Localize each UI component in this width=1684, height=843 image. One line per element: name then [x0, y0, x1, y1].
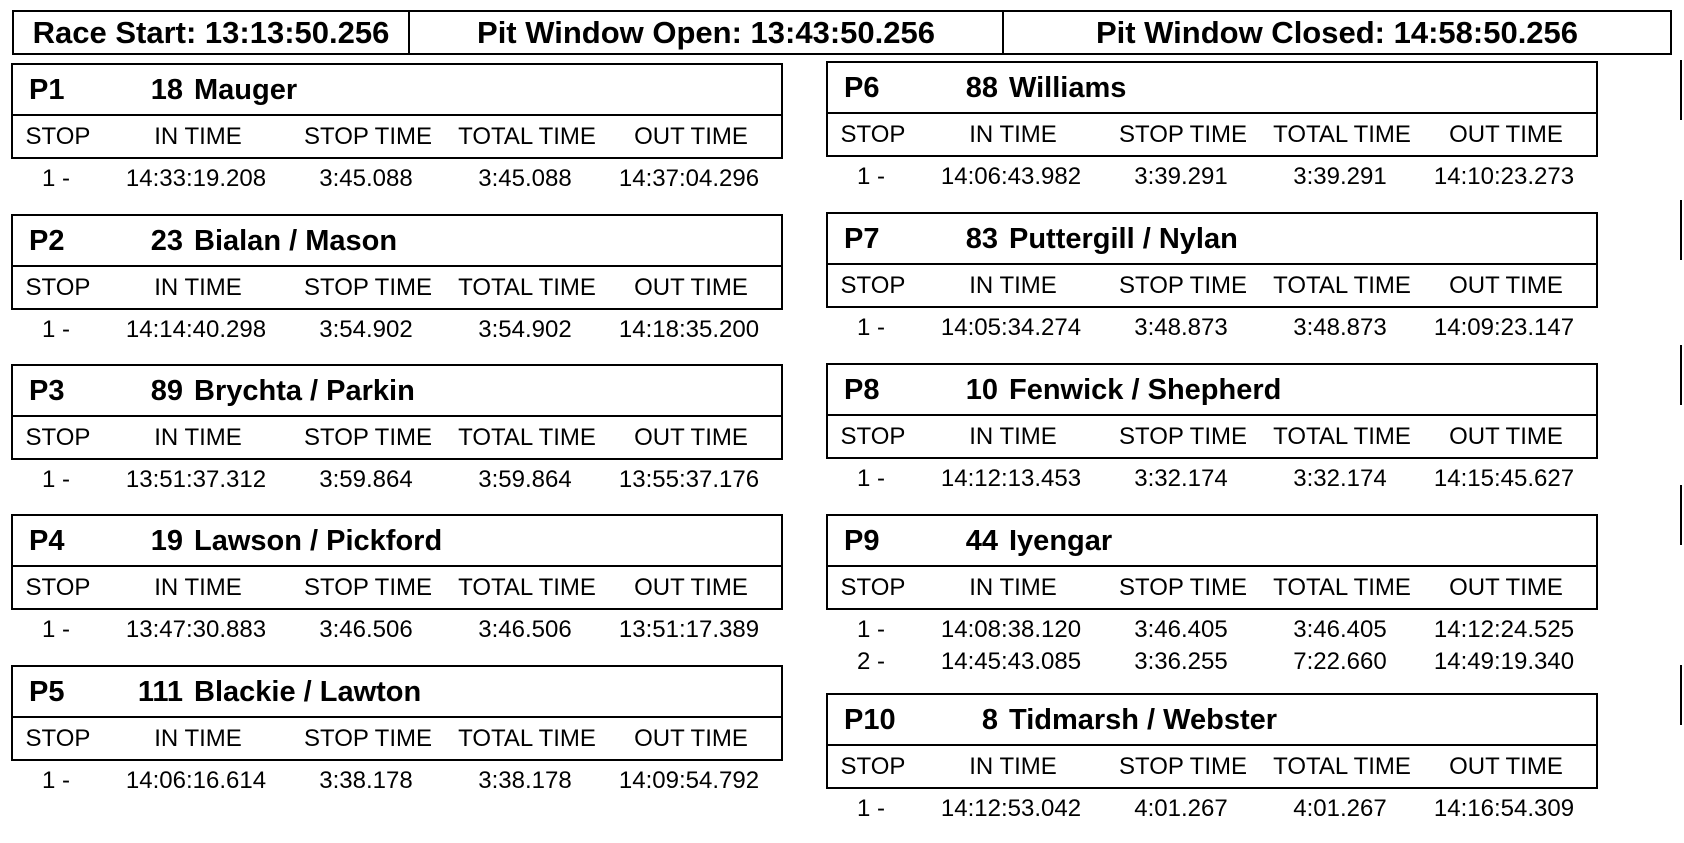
stop-time: 3:46.405	[1134, 616, 1228, 643]
stop-number: 1 -	[856, 163, 885, 190]
car-header-box	[11, 364, 783, 460]
car-block-p9	[826, 514, 1598, 675]
out-time: 14:16:54.309	[1433, 795, 1575, 822]
in-time-header: IN TIME	[969, 753, 1057, 780]
total-time-header: TOTAL TIME	[458, 574, 596, 601]
total-time-header: TOTAL TIME	[1273, 574, 1411, 601]
stop-row	[826, 793, 1598, 825]
out-time: 14:10:23.273	[1433, 163, 1575, 190]
position-label: P1	[29, 74, 65, 106]
timing-header	[12, 10, 1672, 55]
stop-time: 3:45.088	[319, 165, 413, 192]
position-label: P2	[29, 225, 65, 257]
driver-names: Brychta / Parkin	[194, 375, 415, 407]
car-header-box	[11, 214, 783, 310]
stop-number: 1 -	[41, 316, 70, 343]
stop-number: 1 -	[856, 795, 885, 822]
stop-rows	[826, 463, 1598, 495]
position-label: P6	[844, 72, 880, 104]
stop-row	[11, 765, 783, 797]
in-time-header: IN TIME	[154, 574, 242, 601]
car-header-box	[11, 514, 783, 610]
stop-row	[826, 646, 1598, 678]
page-edge-rule	[1680, 60, 1682, 120]
car-number: 18	[150, 74, 183, 106]
stop-time: 3:38.178	[319, 767, 413, 794]
car-number: 8	[981, 704, 998, 736]
stop-row	[826, 614, 1598, 646]
car-number: 111	[137, 676, 183, 708]
total-time-header: TOTAL TIME	[458, 123, 596, 150]
car-number: 89	[150, 375, 183, 407]
position-label: P10	[844, 704, 896, 736]
stop-row	[11, 614, 783, 646]
out-time: 14:12:24.525	[1433, 616, 1575, 643]
stop-time-header: STOP TIME	[1118, 423, 1248, 450]
in-time: 13:51:37.312	[125, 466, 267, 493]
total-time-header: TOTAL TIME	[1273, 423, 1411, 450]
stop-time-header: STOP TIME	[303, 574, 433, 601]
total-time: 7:22.660	[1293, 648, 1387, 675]
stop-time: 3:59.864	[319, 466, 413, 493]
pit-window-open: Pit Window Open: 13:43:50.256	[477, 15, 935, 50]
position-label: P5	[29, 676, 65, 708]
total-time: 3:45.088	[478, 165, 572, 192]
in-time: 14:12:13.453	[940, 465, 1082, 492]
car-header-box	[826, 212, 1598, 308]
out-time-header: OUT TIME	[634, 123, 748, 150]
stop-row	[11, 464, 783, 496]
stop-number: 1 -	[41, 616, 70, 643]
out-time: 14:15:45.627	[1433, 465, 1575, 492]
stop-header: STOP	[840, 121, 906, 148]
driver-names: Mauger	[194, 74, 298, 106]
car-block-p7	[826, 212, 1598, 362]
in-time-header: IN TIME	[154, 725, 242, 752]
out-time-header: OUT TIME	[1449, 753, 1563, 780]
in-time-header: IN TIME	[969, 121, 1057, 148]
total-time: 3:38.178	[478, 767, 572, 794]
stop-row	[826, 161, 1598, 193]
stop-header: STOP	[25, 274, 91, 301]
car-number: 88	[965, 72, 998, 104]
total-time: 3:54.902	[478, 316, 572, 343]
out-time-header: OUT TIME	[634, 274, 748, 301]
stop-number: 2 -	[856, 648, 885, 675]
driver-names: Bialan / Mason	[194, 225, 398, 257]
driver-names: Lawson / Pickford	[194, 525, 443, 557]
stop-time: 3:36.255	[1134, 648, 1228, 675]
stop-header: STOP	[25, 574, 91, 601]
in-time: 14:06:43.982	[940, 163, 1082, 190]
stop-number: 1 -	[41, 165, 70, 192]
in-time-header: IN TIME	[969, 574, 1057, 601]
out-time: 14:18:35.200	[618, 316, 760, 343]
stop-row	[11, 314, 783, 346]
car-number: 19	[150, 525, 183, 557]
stop-header: STOP	[25, 424, 91, 451]
stop-number: 1 -	[856, 314, 885, 341]
stop-header: STOP	[840, 272, 906, 299]
stop-time: 3:32.174	[1134, 465, 1228, 492]
stop-rows	[11, 614, 783, 646]
total-time: 3:48.873	[1293, 314, 1387, 341]
position-label: P3	[29, 375, 65, 407]
stop-number: 1 -	[856, 616, 885, 643]
page-edge-rule	[1680, 200, 1682, 260]
out-time: 14:37:04.296	[618, 165, 760, 192]
in-time: 14:08:38.120	[940, 616, 1082, 643]
in-time-header: IN TIME	[969, 272, 1057, 299]
car-header-box	[826, 61, 1598, 157]
out-time-header: OUT TIME	[634, 424, 748, 451]
car-header-box	[826, 514, 1598, 610]
car-block-p10	[826, 693, 1598, 843]
car-block-p6	[826, 61, 1598, 211]
out-time: 14:09:54.792	[618, 767, 760, 794]
stop-header: STOP	[840, 753, 906, 780]
driver-names: Blackie / Lawton	[194, 676, 422, 708]
out-time-header: OUT TIME	[1449, 423, 1563, 450]
stop-rows	[826, 614, 1598, 678]
stop-number: 1 -	[856, 465, 885, 492]
out-time: 13:55:37.176	[618, 466, 760, 493]
stop-time-header: STOP TIME	[1118, 753, 1248, 780]
in-time: 14:14:40.298	[125, 316, 267, 343]
stop-row	[11, 163, 783, 195]
driver-names: Tidmarsh / Webster	[1009, 704, 1278, 736]
stop-number: 1 -	[41, 466, 70, 493]
page-edge-rule	[1680, 665, 1682, 725]
stop-rows	[11, 163, 783, 195]
in-time: 14:05:34.274	[940, 314, 1082, 341]
stop-rows	[826, 793, 1598, 825]
position-label: P4	[29, 525, 65, 557]
car-header-box	[826, 693, 1598, 789]
stop-time-header: STOP TIME	[303, 123, 433, 150]
stop-rows	[826, 161, 1598, 193]
total-time: 3:46.506	[478, 616, 572, 643]
stop-header: STOP	[840, 574, 906, 601]
out-time-header: OUT TIME	[1449, 272, 1563, 299]
race-start: Race Start: 13:13:50.256	[32, 15, 390, 50]
in-time: 14:33:19.208	[125, 165, 267, 192]
total-time-header: TOTAL TIME	[1273, 121, 1411, 148]
driver-names: Williams	[1009, 72, 1127, 104]
in-time: 13:47:30.883	[125, 616, 267, 643]
car-header-box	[826, 363, 1598, 459]
car-block-p1	[11, 63, 783, 213]
total-time: 3:39.291	[1293, 163, 1387, 190]
stop-rows	[826, 312, 1598, 344]
total-time: 3:59.864	[478, 466, 572, 493]
stop-time-header: STOP TIME	[303, 274, 433, 301]
car-header-box	[11, 665, 783, 761]
in-time-header: IN TIME	[154, 424, 242, 451]
stop-rows	[11, 765, 783, 797]
stop-time-header: STOP TIME	[1118, 272, 1248, 299]
driver-names: Puttergill / Nylan	[1009, 223, 1238, 255]
out-time: 14:09:23.147	[1433, 314, 1575, 341]
stop-time-header: STOP TIME	[1118, 121, 1248, 148]
in-time: 14:45:43.085	[940, 648, 1082, 675]
car-block-p2	[11, 214, 783, 364]
car-block-p4	[11, 514, 783, 664]
stop-time: 3:48.873	[1134, 314, 1228, 341]
car-number: 44	[965, 525, 998, 557]
stop-time-header: STOP TIME	[303, 725, 433, 752]
stop-row	[826, 463, 1598, 495]
car-number: 23	[150, 225, 183, 257]
total-time-header: TOTAL TIME	[458, 725, 596, 752]
total-time: 3:32.174	[1293, 465, 1387, 492]
car-block-p5	[11, 665, 783, 815]
position-label: P8	[844, 374, 880, 406]
car-header-box	[11, 63, 783, 159]
page-edge-rule	[1680, 485, 1682, 545]
driver-names: Iyengar	[1009, 525, 1113, 557]
stop-header: STOP	[25, 725, 91, 752]
in-time: 14:06:16.614	[125, 767, 267, 794]
out-time: 13:51:17.389	[618, 616, 760, 643]
page-edge-rule	[1680, 345, 1682, 405]
in-time-header: IN TIME	[969, 423, 1057, 450]
car-number: 10	[965, 374, 998, 406]
stop-time: 4:01.267	[1134, 795, 1228, 822]
position-label: P9	[844, 525, 880, 557]
out-time-header: OUT TIME	[1449, 121, 1563, 148]
out-time-header: OUT TIME	[634, 574, 748, 601]
stop-rows	[11, 464, 783, 496]
position-label: P7	[844, 223, 880, 255]
car-number: 83	[965, 223, 998, 255]
car-block-p3	[11, 364, 783, 514]
pit-window-closed: Pit Window Closed: 14:58:50.256	[1095, 15, 1579, 50]
stop-number: 1 -	[41, 767, 70, 794]
total-time: 3:46.405	[1293, 616, 1387, 643]
in-time: 14:12:53.042	[940, 795, 1082, 822]
total-time-header: TOTAL TIME	[1273, 272, 1411, 299]
total-time-header: TOTAL TIME	[458, 274, 596, 301]
car-block-p8	[826, 363, 1598, 513]
total-time: 4:01.267	[1293, 795, 1387, 822]
stop-time: 3:39.291	[1134, 163, 1228, 190]
total-time-header: TOTAL TIME	[1273, 753, 1411, 780]
stop-header: STOP	[840, 423, 906, 450]
stop-time-header: STOP TIME	[1118, 574, 1248, 601]
stop-time: 3:46.506	[319, 616, 413, 643]
stop-time: 3:54.902	[319, 316, 413, 343]
in-time-header: IN TIME	[154, 274, 242, 301]
stop-header: STOP	[25, 123, 91, 150]
stop-row	[826, 312, 1598, 344]
in-time-header: IN TIME	[154, 123, 242, 150]
driver-names: Fenwick / Shepherd	[1009, 374, 1282, 406]
stop-time-header: STOP TIME	[303, 424, 433, 451]
total-time-header: TOTAL TIME	[458, 424, 596, 451]
out-time: 14:49:19.340	[1433, 648, 1575, 675]
stop-rows	[11, 314, 783, 346]
out-time-header: OUT TIME	[1449, 574, 1563, 601]
out-time-header: OUT TIME	[634, 725, 748, 752]
